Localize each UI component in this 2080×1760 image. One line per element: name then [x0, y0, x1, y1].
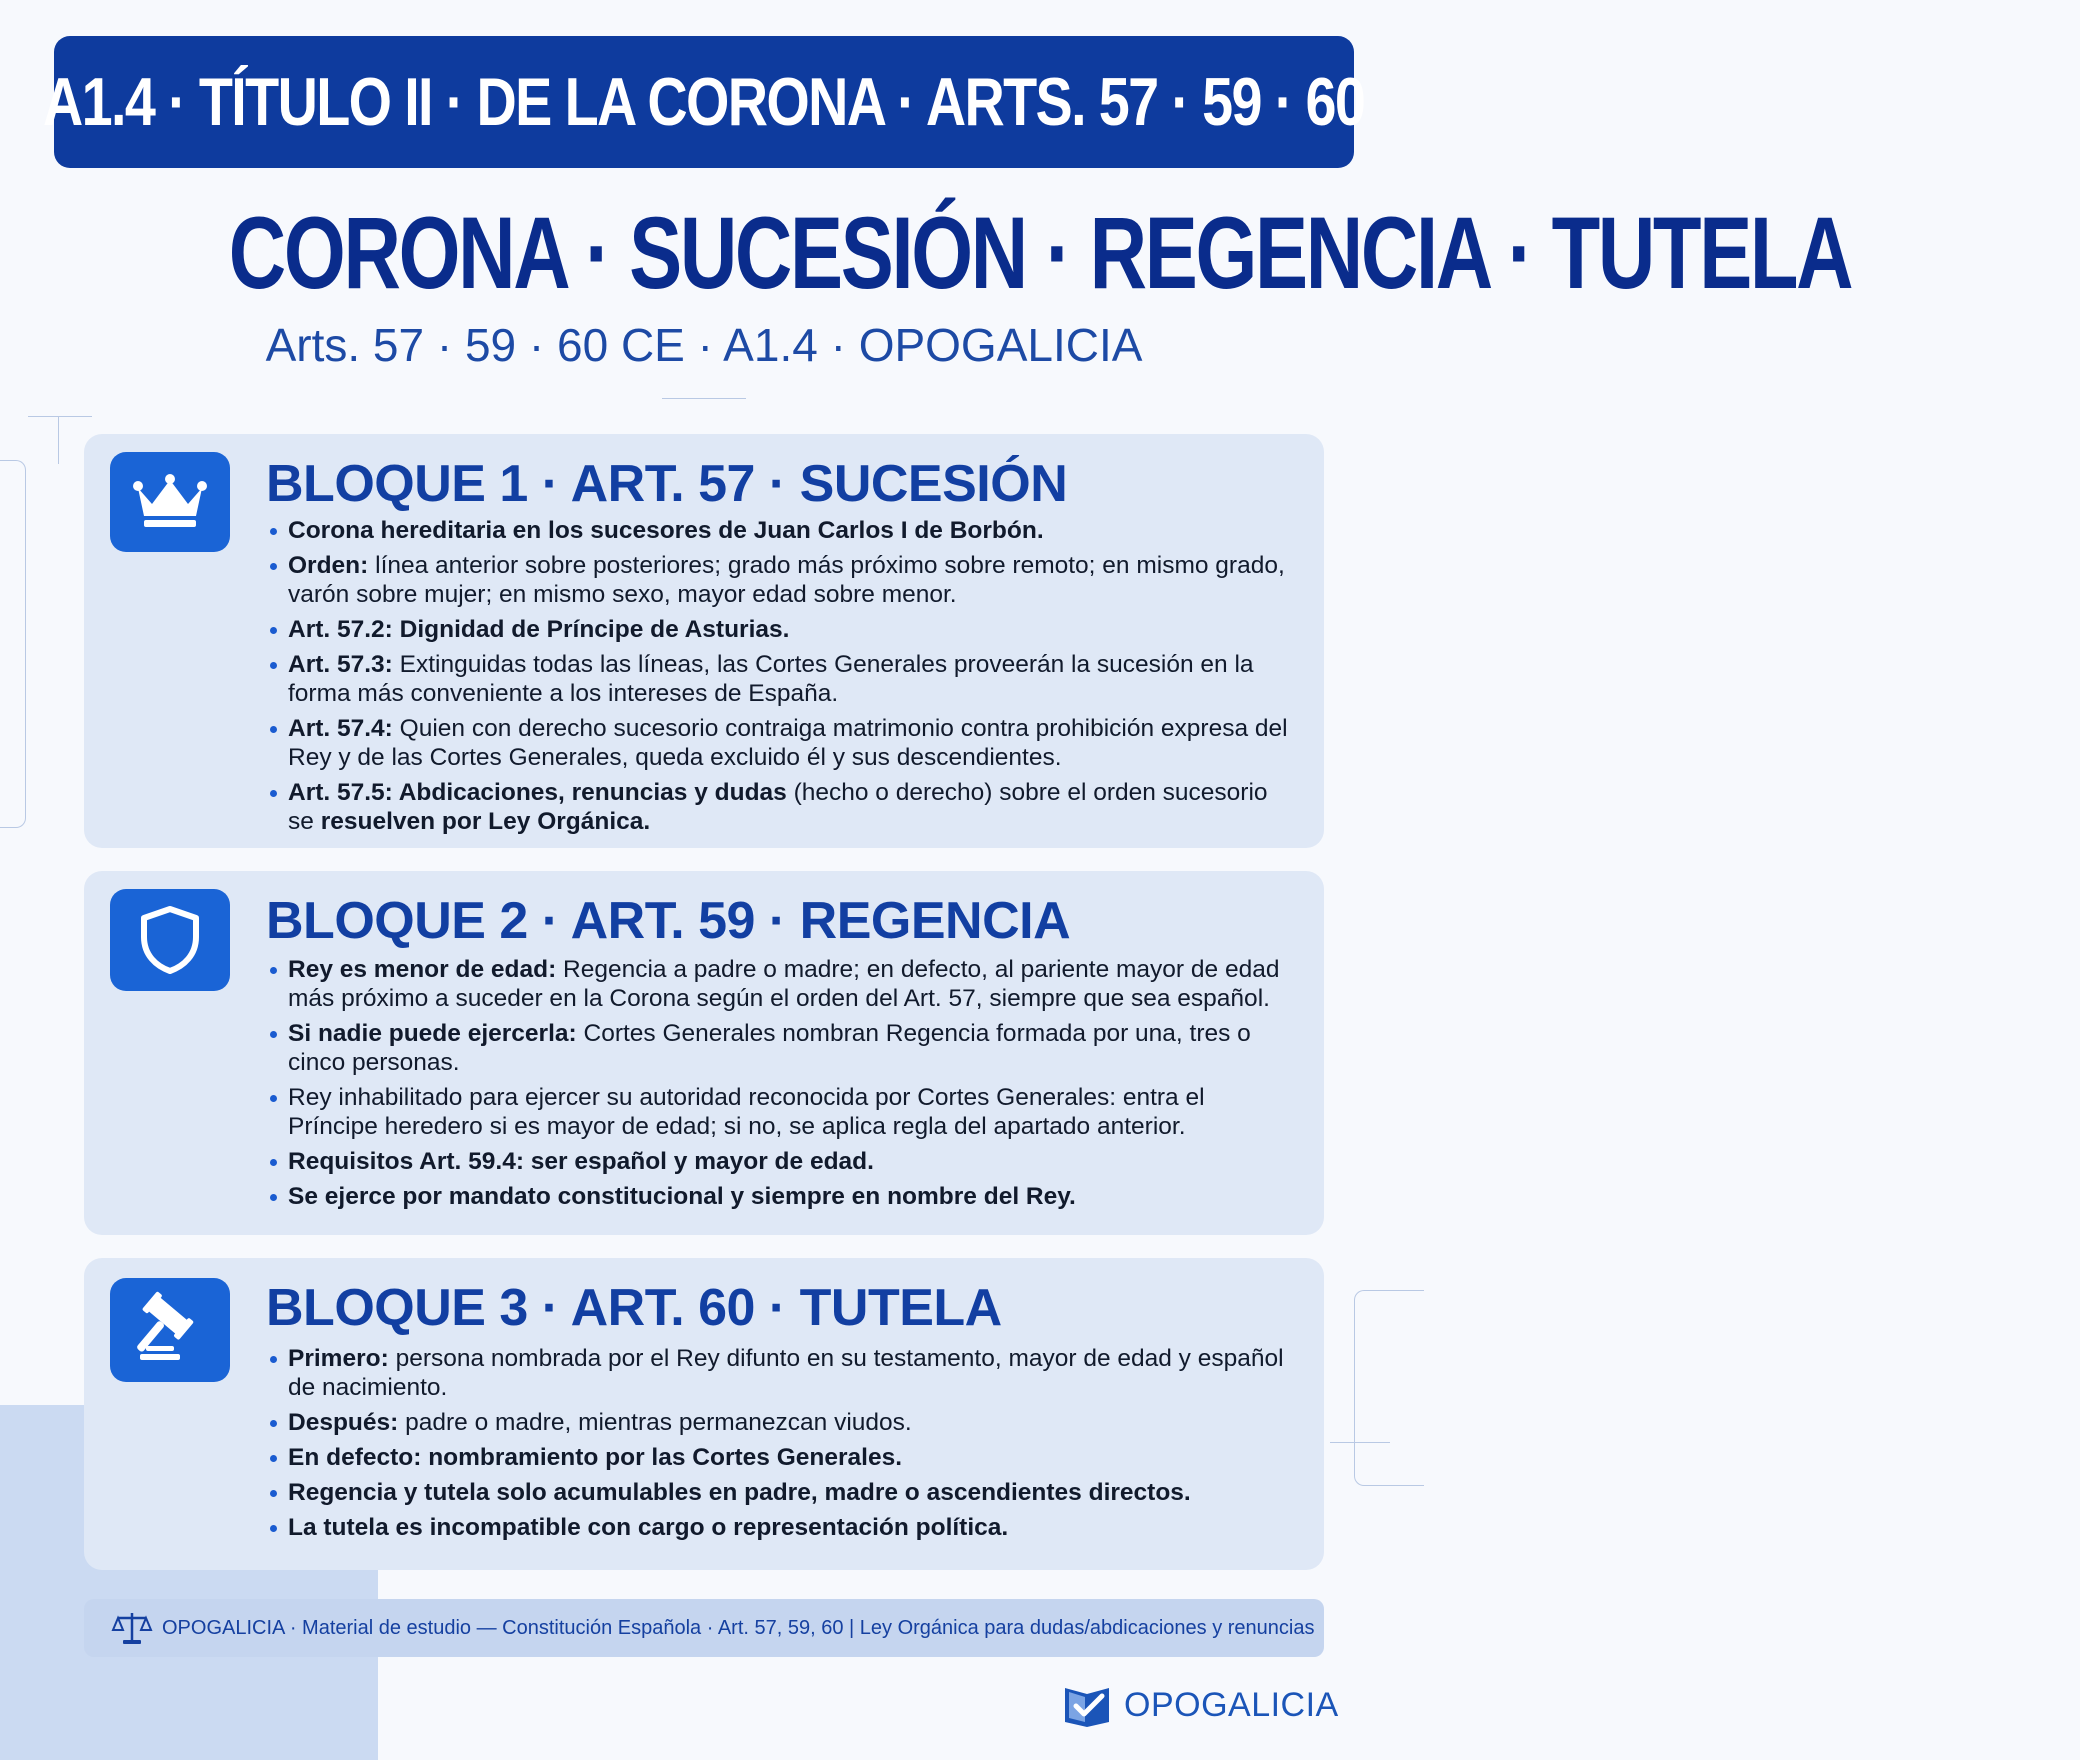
scales-icon [112, 1610, 152, 1646]
decorative-frame [0, 460, 26, 828]
block-card-tutela [84, 1258, 1324, 1570]
shield-icon [110, 889, 230, 991]
brand-logo [1062, 1682, 1339, 1728]
title-divider [662, 398, 746, 399]
decorative-line [28, 416, 92, 417]
block-heading: BLOQUE 2 · ART. 59 · REGENCIA [266, 892, 1071, 950]
block-heading: BLOQUE 1 · ART. 57 · SUCESIÓN [266, 455, 1068, 513]
gavel-icon [110, 1278, 230, 1382]
page-title [0, 195, 1852, 312]
decorative-line [58, 416, 59, 464]
block-heading: BLOQUE 3 · ART. 60 · TUTELA [266, 1279, 1002, 1337]
list-item: Art. 57.3: Extinguidas todas las líneas, las Cortes Generales proveerán la sucesión en la forma más conveniente a los intereses de España. [268, 650, 1294, 708]
block-list [268, 516, 1294, 842]
list-item: Después: padre o madre, mientras permanezcan viudos. [268, 1408, 1294, 1437]
list-item: Si nadie puede ejercerla: Cortes Generales nombran Regencia formada por una, tres o cinco personas. [268, 1019, 1294, 1077]
header-banner [43, 36, 1365, 168]
block-list [268, 1344, 1294, 1548]
block-card-regencia [84, 871, 1324, 1235]
list-item: Regencia y tutela solo acumulables en padre, madre o ascendientes directos. [268, 1478, 1294, 1507]
book-check-icon [1062, 1682, 1112, 1728]
list-item: Art. 57.5: Abdicaciones, renuncias y dudas (hecho o derecho) sobre el orden sucesorio se resuelven por Ley Orgánica. [268, 778, 1294, 836]
list-item: Orden: línea anterior sobre posteriores; grado más próximo sobre remoto; en mismo grado, varón sobre mujer; en mismo sexo, mayor edad sobre menor. [268, 551, 1294, 609]
list-item: Requisitos Art. 59.4: ser español y mayor de edad. [268, 1147, 1294, 1176]
list-item: Se ejerce por mandato constitucional y siempre en nombre del Rey. [268, 1182, 1294, 1211]
list-item: En defecto: nombramiento por las Cortes Generales. [268, 1443, 1294, 1472]
decorative-line [1330, 1442, 1390, 1443]
decorative-frame [1354, 1290, 1424, 1486]
brand-name: OPOGALICIA [1124, 1685, 1339, 1724]
page-subtitle: Arts. 57 · 59 · 60 CE · A1.4 · OPOGALICIA [265, 319, 1143, 371]
page-title-text: CORONA · SUCESIÓN · REGENCIA · TUTELA [228, 196, 1852, 310]
list-item: Rey es menor de edad: Regencia a padre o madre; en defecto, al pariente mayor de edad más próximo a suceder en la Corona según el orden del Art. 57, siempre que sea español. [268, 955, 1294, 1013]
footer-bar [84, 1599, 1324, 1657]
list-item: La tutela es incompatible con cargo o representación política. [268, 1513, 1294, 1542]
footer-text: OPOGALICIA · Material de estudio — Constitución Española · Art. 57, 59, 60 | Ley Orgánica para dudas/abdicaciones y renuncias [162, 1616, 1315, 1639]
list-item: Corona hereditaria en los sucesores de Juan Carlos I de Borbón. [268, 516, 1294, 545]
crown-icon [110, 452, 230, 552]
list-item: Rey inhabilitado para ejercer su autoridad reconocida por Cortes Generales: entra el Príncipe heredero si es mayor de edad; si no, se aplica regla del apartado anterior. [268, 1083, 1294, 1141]
header-title: A1.4 · TÍTULO II · DE LA CORONA · ARTS. 57 · 59 · 60 [43, 64, 1365, 140]
list-item: Primero: persona nombrada por el Rey difunto en su testamento, mayor de edad y español de nacimiento. [268, 1344, 1294, 1402]
block-card-sucesion [84, 434, 1324, 848]
block-list [268, 955, 1294, 1217]
list-item: Art. 57.2: Dignidad de Príncipe de Asturias. [268, 615, 1294, 644]
list-item: Art. 57.4: Quien con derecho sucesorio contraiga matrimonio contra prohibición expresa del Rey y de las Cortes Generales, queda excluido él y sus descendientes. [268, 714, 1294, 772]
